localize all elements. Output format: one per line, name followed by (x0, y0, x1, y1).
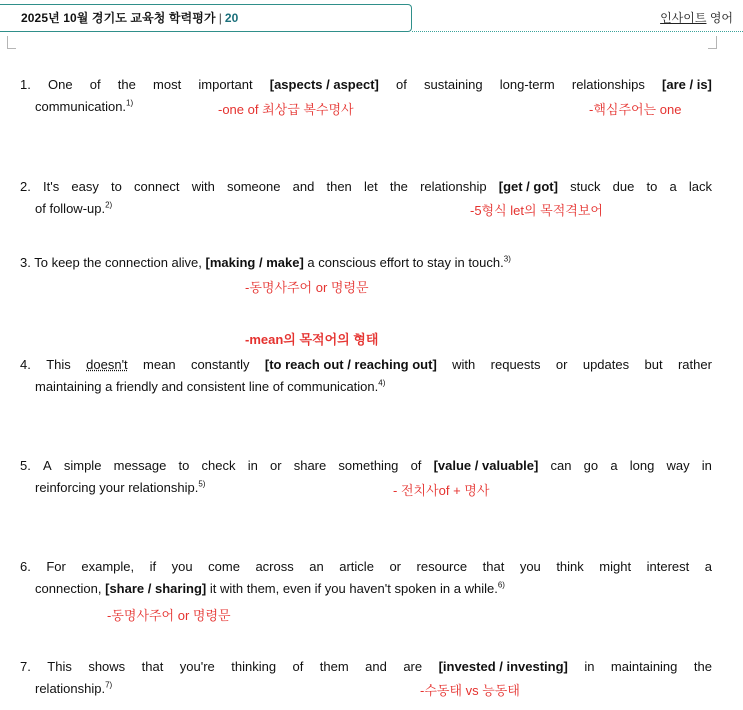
question-line: 6. For example, if you come across an article or resource that you think might interest a (20, 559, 712, 574)
annotation: -핵심주어는 one (589, 102, 682, 117)
annotation: -5형식 let의 목적격보어 (470, 203, 603, 218)
question-line: of follow-up.$^{2)}$ (35, 200, 113, 216)
question-line: 4. This doesn't mean constantly [to reach out / reaching out] with requests or updates but rather (20, 354, 712, 376)
question-3 (20, 252, 712, 274)
annotation: - 전치사of + 명사 (393, 483, 490, 498)
question-line: communication.$^{1)}$ (35, 98, 134, 114)
header-title-box (0, 4, 412, 32)
subject-name: 영어 (709, 11, 733, 25)
question-line: 2. It's easy to connect with someone and then let the relationship [get / got] stuck due to a lack (20, 176, 712, 198)
footnote-ref: 3) (503, 254, 511, 264)
crop-mark-left (7, 36, 17, 49)
question-line: 1. One of the most important [aspects / aspect] of sustaining long-term relationships [are / is] (20, 74, 712, 96)
question-5 (20, 455, 712, 499)
question-line: reinforcing your relationship.$^{5)}$ (35, 479, 206, 495)
exam-title: 2025년 10월 경기도 교육청 학력평가 (21, 11, 216, 25)
crop-mark-right (707, 36, 717, 49)
footnote-ref: 4) (378, 378, 386, 388)
answer-choice-bracket: [aspects / aspect] (269, 77, 379, 92)
header-separator: | (218, 11, 222, 25)
footnote-ref: 2) (105, 200, 113, 210)
annotation: -mean의 목적어의 형태 (245, 332, 379, 347)
question-line: connection, [share / sharing] it with them, even if you haven't spoken in a while.$^{6)}$ (35, 580, 505, 596)
answer-choice-bracket: [value / valuable] (433, 458, 539, 473)
footnote-ref: 7) (105, 680, 113, 690)
footnote-ref: 6) (497, 580, 505, 590)
question-line: 7. This shows that you're thinking of them and are [invested / investing] in maintaining the (20, 656, 712, 678)
question-line: 5. A simple message to check in or share something of [value / valuable] can go a long way in (20, 455, 712, 477)
header-divider (412, 31, 743, 32)
question-6 (20, 556, 712, 600)
answer-choice-bracket: [share / sharing] (105, 581, 207, 596)
answer-choice-bracket: [get / got] (498, 179, 558, 194)
annotation: -one of 최상급 복수명사 (218, 102, 354, 117)
page-number: 20 (224, 11, 239, 25)
annotation: -동명사주어 or 명령문 (107, 608, 231, 623)
question-4 (20, 354, 712, 398)
footnote-ref: 5) (198, 479, 206, 489)
answer-choice-bracket: [to reach out / reaching out] (264, 357, 437, 372)
question-line: relationship.$^{7)}$ (35, 680, 113, 696)
question-line: 3. To keep the connection alive, [making / make] a conscious effort to stay in touch.$^{3)}$ (20, 254, 511, 270)
footnote-ref: 1) (126, 98, 134, 108)
question-7 (20, 656, 712, 700)
question-2 (20, 176, 712, 220)
annotation: -수동태 vs 능동태 (420, 683, 520, 698)
brand-name: 인사이트 (660, 11, 707, 25)
question-line: maintaining a friendly and consistent line of communication.$^{4)}$ (35, 378, 386, 394)
answer-choice-bracket: [are / is] (662, 77, 712, 92)
answer-choice-bracket: [making / make] (205, 255, 304, 270)
annotation: -동명사주어 or 명령문 (245, 280, 369, 295)
answer-choice-bracket: [invested / investing] (438, 659, 568, 674)
header-brand (660, 9, 733, 26)
